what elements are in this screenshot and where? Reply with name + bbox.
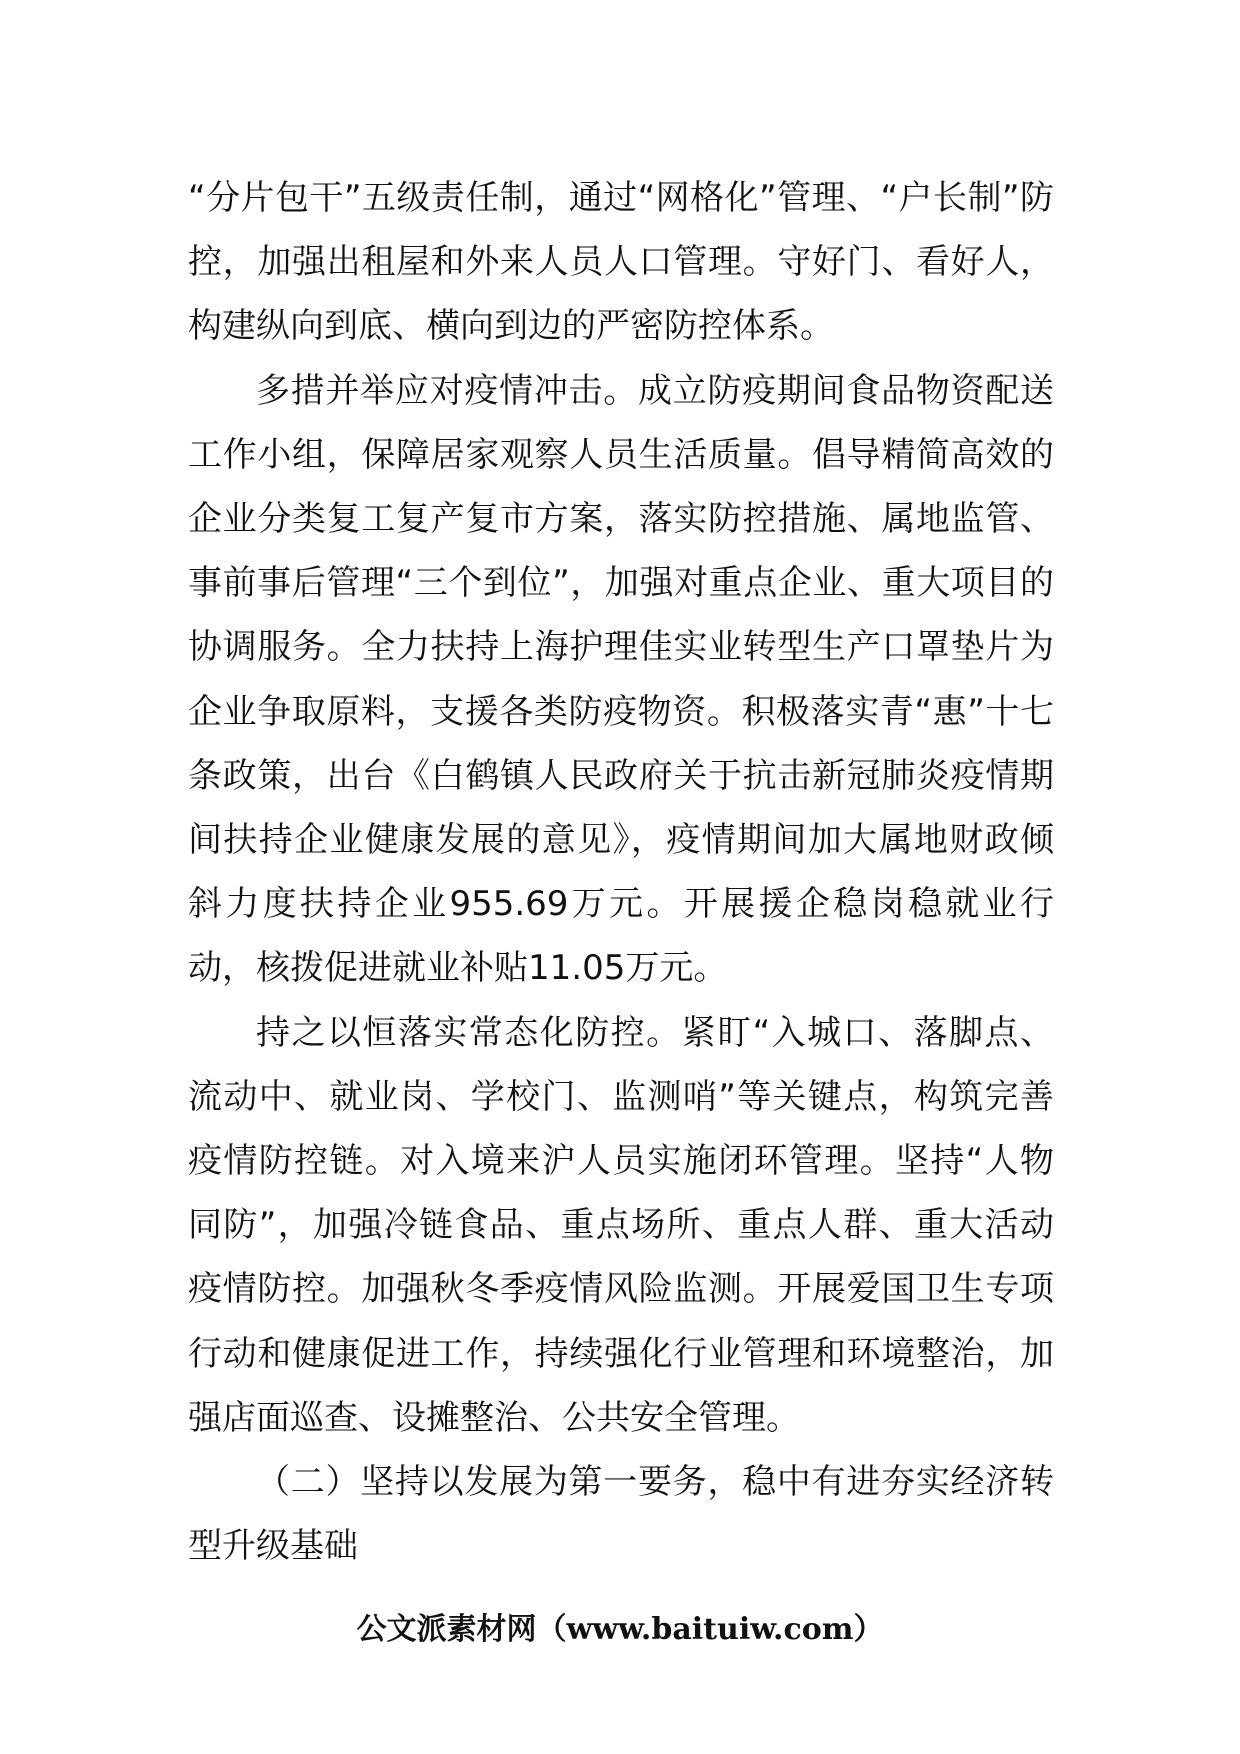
paragraph-normalized-prevention: 持之以恒落实常态化防控。紧盯“入城口、落脚点、流动中、就业岗、学校门、监测哨”等关键点，构筑完善疫情防控链。对入境来沪人员实施闭环管理。坚持“人物同防”，加强冷链食品、重点场所、重点人群、重大活动疫情防控。加强秋冬季疫情风险监测。开展爱国卫生专项行动和健康促进工作，持续强化行业管理和环境整治，加强店面巡查、设摊整治、公共安全管理。: [188, 1012, 1054, 1438]
document-body: [188, 166, 1054, 1578]
paragraph-epidemic-response: 多措并举应对疫情冲击。成立防疫期间食品物资配送工作小组，保障居家观察人员生活质量。倡导精简高效的企业分类复工复产复市方案，落实防控措施、属地监管、事前事后管理“三个到位”，加强对重点企业、重大项目的协调服务。全力扶持上海护理佳实业转型生产口罩垫片为企业争取原料，支援各类防疫物资。积极落实青“惠”十七条政策，出台《白鹤镇人民政府关于抗击新冠肺炎疫情期间扶持企业健康发展的意见》，疫情期间加大属地财政倾斜力度扶持企业955.69万元。开展援企稳岗稳就业行动，核拨促进就业补贴11.05万元。: [188, 370, 1054, 989]
section-heading-development: （二）坚持以发展为第一要务，稳中有进夯实经济转型升级基础: [188, 1462, 1054, 1567]
footer-watermark: 公文派素材网（www.baituiw.com）: [356, 1612, 884, 1647]
paragraph-responsibility-system: “分片包干”五级责任制，通过“网格化”管理、“户长制”防控，加强出租屋和外来人员人口管理。守好门、看好人，构建纵向到底、横向到边的严密防控体系。: [188, 178, 1054, 347]
